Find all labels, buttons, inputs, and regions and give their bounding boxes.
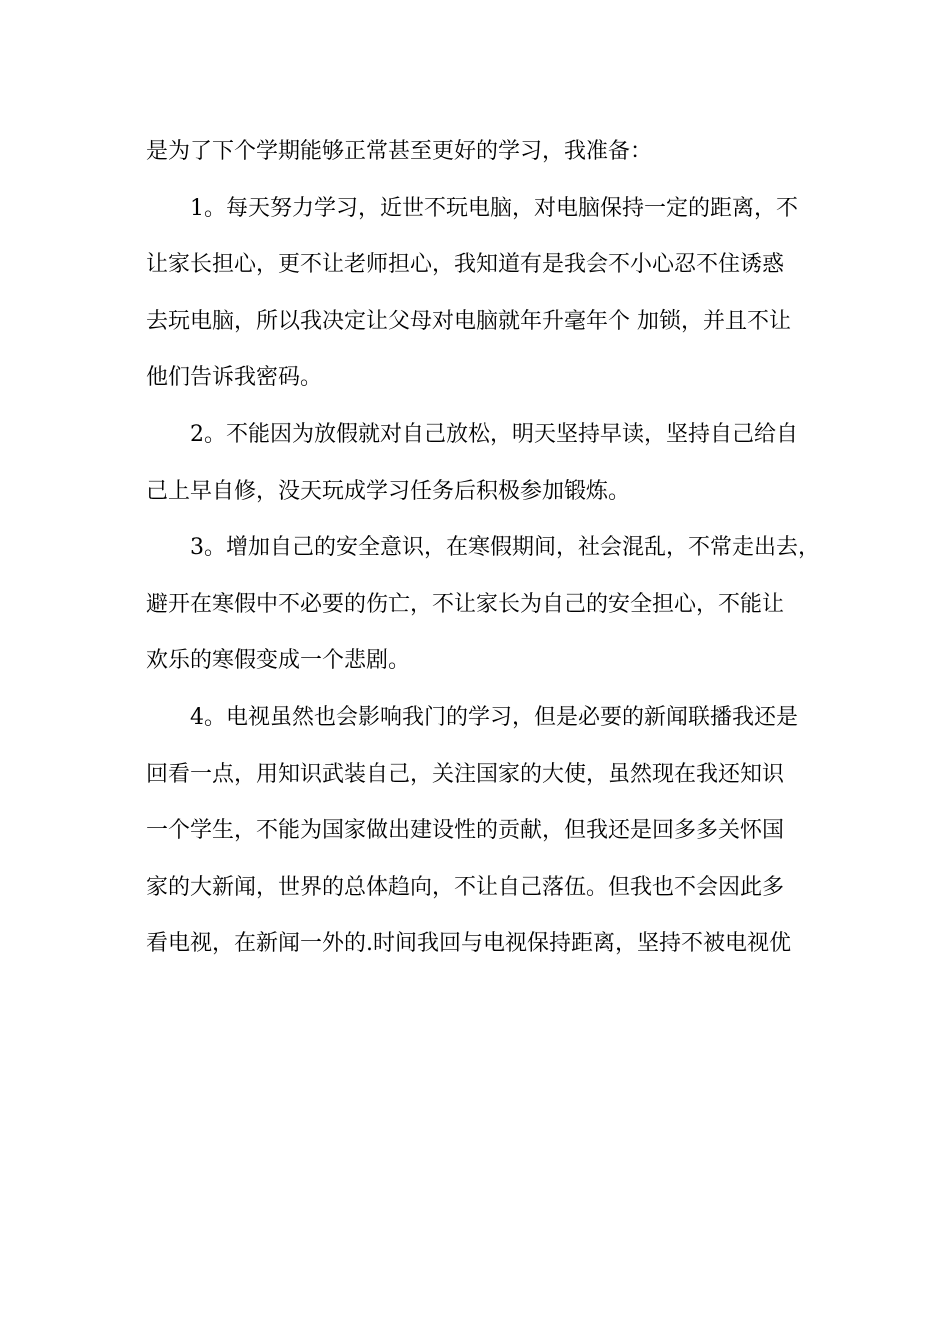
text-line: 让家长担心，更不让老师担心，我知道有是我会不小心忍不住诱惑 — [146, 252, 785, 278]
text-line: 己上早自修，没天玩成学习任务后积极参加锻炼。 — [146, 478, 631, 504]
text-line: 家的大新闻，世界的总体趋向，不让自己落伍。但我也不会因此多 — [146, 874, 785, 900]
list-item-1-line: 1。每天努力学习，近世不玩电脑，对电脑保持一定的距离，不 — [190, 195, 798, 221]
text-line: 他们告诉我密码。 — [146, 365, 323, 391]
text-line: 去玩电脑，所以我决定让父母对电脑就年升毫年个 加锁，并且不让 — [146, 308, 791, 334]
text-line: 是为了下个学期能够正常甚至更好的学习，我准备： — [146, 139, 653, 164]
text-line: 回看一点，用知识武装自己，关注国家的大使，虽然现在我还知识 — [146, 761, 785, 787]
text-line: 一个学生，不能为国家做出建设性的贡献，但我还是回多多关怀国 — [146, 818, 785, 844]
body-text — [146, 130, 820, 979]
list-item-2-line: 2。不能因为放假就对自己放松，明天坚持早读，坚持自己给自 — [190, 421, 798, 447]
text-line: 欢乐的寒假变成一个悲剧。 — [146, 648, 411, 674]
list-item-3-line: 3。增加自己的安全意识，在寒假期间，社会混乱，不常走出去， — [190, 535, 820, 561]
text-line: 避开在寒假中不必要的伤亡，不让家长为自己的安全担心，不能让 — [146, 591, 785, 617]
list-item-4-line: 4。电视虽然也会影响我门的学习，但是必要的新闻联播我还是 — [190, 704, 798, 730]
text-line: 看电视，在新闻一外的.时间我回与电视保持距离，坚持不被电视优 — [146, 931, 791, 957]
